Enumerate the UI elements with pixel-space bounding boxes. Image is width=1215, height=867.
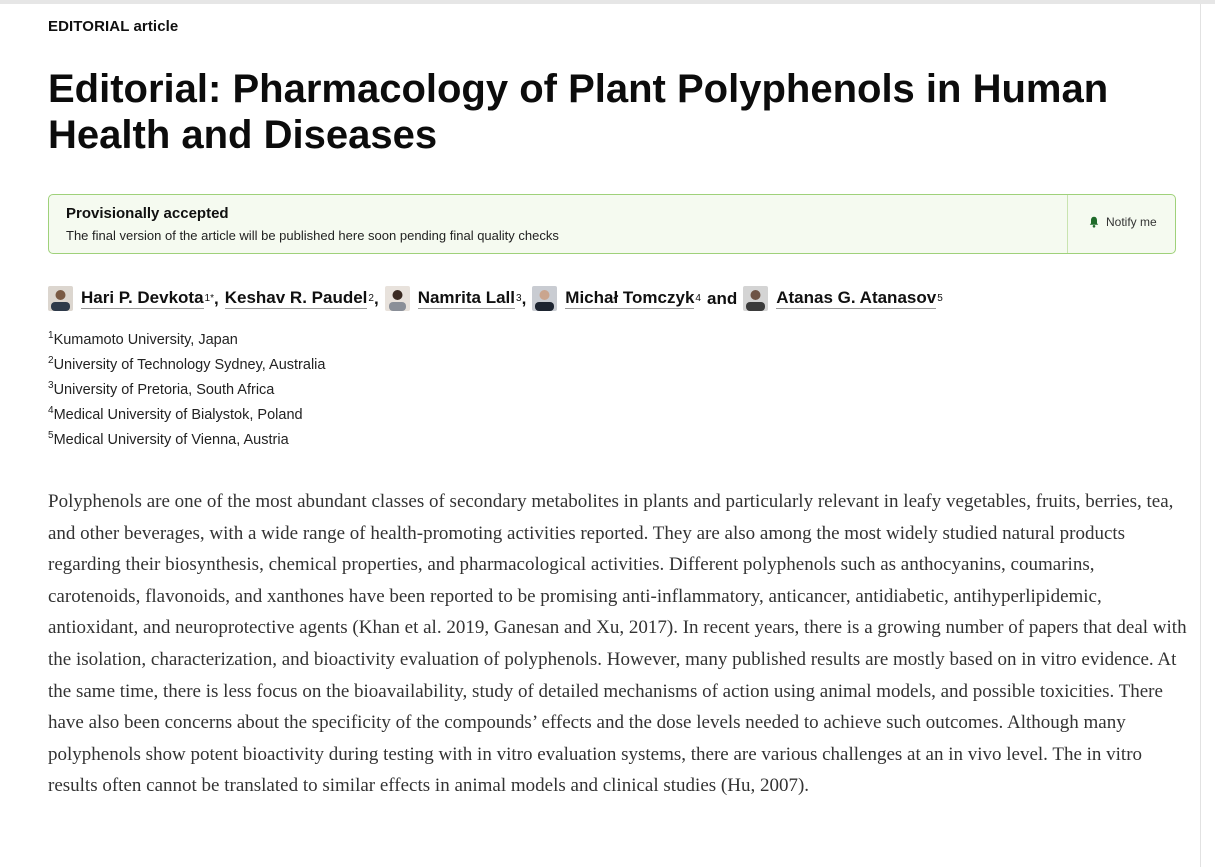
- affiliation-item: $^4$Medical University of Bialystok, Poland: [48, 405, 303, 423]
- top-bar: [0, 0, 1215, 4]
- author-name[interactable]: Michał Tomczyk: [565, 288, 695, 307]
- avatar[interactable]: [532, 286, 557, 311]
- authors-conjunction: and: [706, 288, 738, 308]
- article-title: Editorial: Pharmacology of Plant Polyphenols in Human Health and Diseases: [48, 67, 1109, 157]
- author-name[interactable]: Hari P. Devkota: [81, 288, 204, 307]
- notify-me-button[interactable]: [1089, 215, 1157, 229]
- author-name[interactable]: Atanas G. Atanasov: [776, 288, 937, 307]
- affiliation-item: $^5$Medical University of Vienna, Austria: [48, 430, 289, 448]
- avatar[interactable]: [48, 286, 73, 311]
- bell-icon: [1089, 216, 1099, 228]
- affiliation-item: $^1$Kumamoto University, Japan: [48, 330, 238, 348]
- provisional-banner: [48, 194, 1176, 254]
- author-name[interactable]: Namrita Lall: [417, 288, 515, 307]
- author-name[interactable]: Keshav R. Paudel: [224, 288, 368, 307]
- avatar[interactable]: [743, 286, 768, 311]
- banner-title: Provisionally accepted: [66, 205, 229, 222]
- affiliation-item: $^3$University of Pretoria, South Africa: [48, 380, 275, 398]
- article-type-label: EDITORIAL article: [48, 18, 179, 35]
- body-paragraph: Polyphenols are one of the most abundant classes of secondary metabolites in plants and particularly relevant in leafy vegetables, fruits, berries, tea, and other beverages, with a wide range of health-promoting activities reported. They are also among the most widely studied natural products regarding their biosynthesis, chemical properties, and pharmacological activities. Different polyphenols such as anthocyanins, coumarins, carotenoids, flavonoids, and xanthones have been reported to be promising anti-inflammatory, anticancer, antidiabetic, antihyperlipidemic, antioxidant, and neuroprotective agents (Khan et al. 2019, Ganesan and Xu, 2017). In recent years, there is a growing number of papers that deal with the isolation, characterization, and bioactivity evaluation of polyphenols. However, many published results are mostly based on in vitro evidence. At the same time, there is less focus on the bioavailability, study of detailed mechanisms of action using animal models, and possible toxicities. There have also been concerns about the specificity of the compounds’ effects and the dose levels needed to achieve such outcomes. Although many polyphenols show potent bioactivity during testing with in vitro evaluation systems, there are various challenges at an in vivo level. The in vitro results often cannot be translated to similar effects in animal models and clinical studies (Hu, 2007).: [48, 491, 1187, 797]
- scrollbar-track[interactable]: [1200, 4, 1201, 867]
- notify-me-label: Notify me: [1106, 215, 1157, 229]
- affiliation-item: $^2$University of Technology Sydney, Australia: [48, 355, 326, 373]
- affiliation-list: [48, 330, 325, 455]
- author-list: Hari P. Devkota 1* , Keshav R. Paudel 2 , Namrita Lall 3 , Michał Tomczyk 4 and Atanas G. Atanasov 5: [48, 286, 943, 311]
- avatar[interactable]: [385, 286, 410, 311]
- banner-divider: [1067, 195, 1068, 253]
- banner-message: The final version of the article will be published here soon pending final quality checks: [66, 228, 559, 243]
